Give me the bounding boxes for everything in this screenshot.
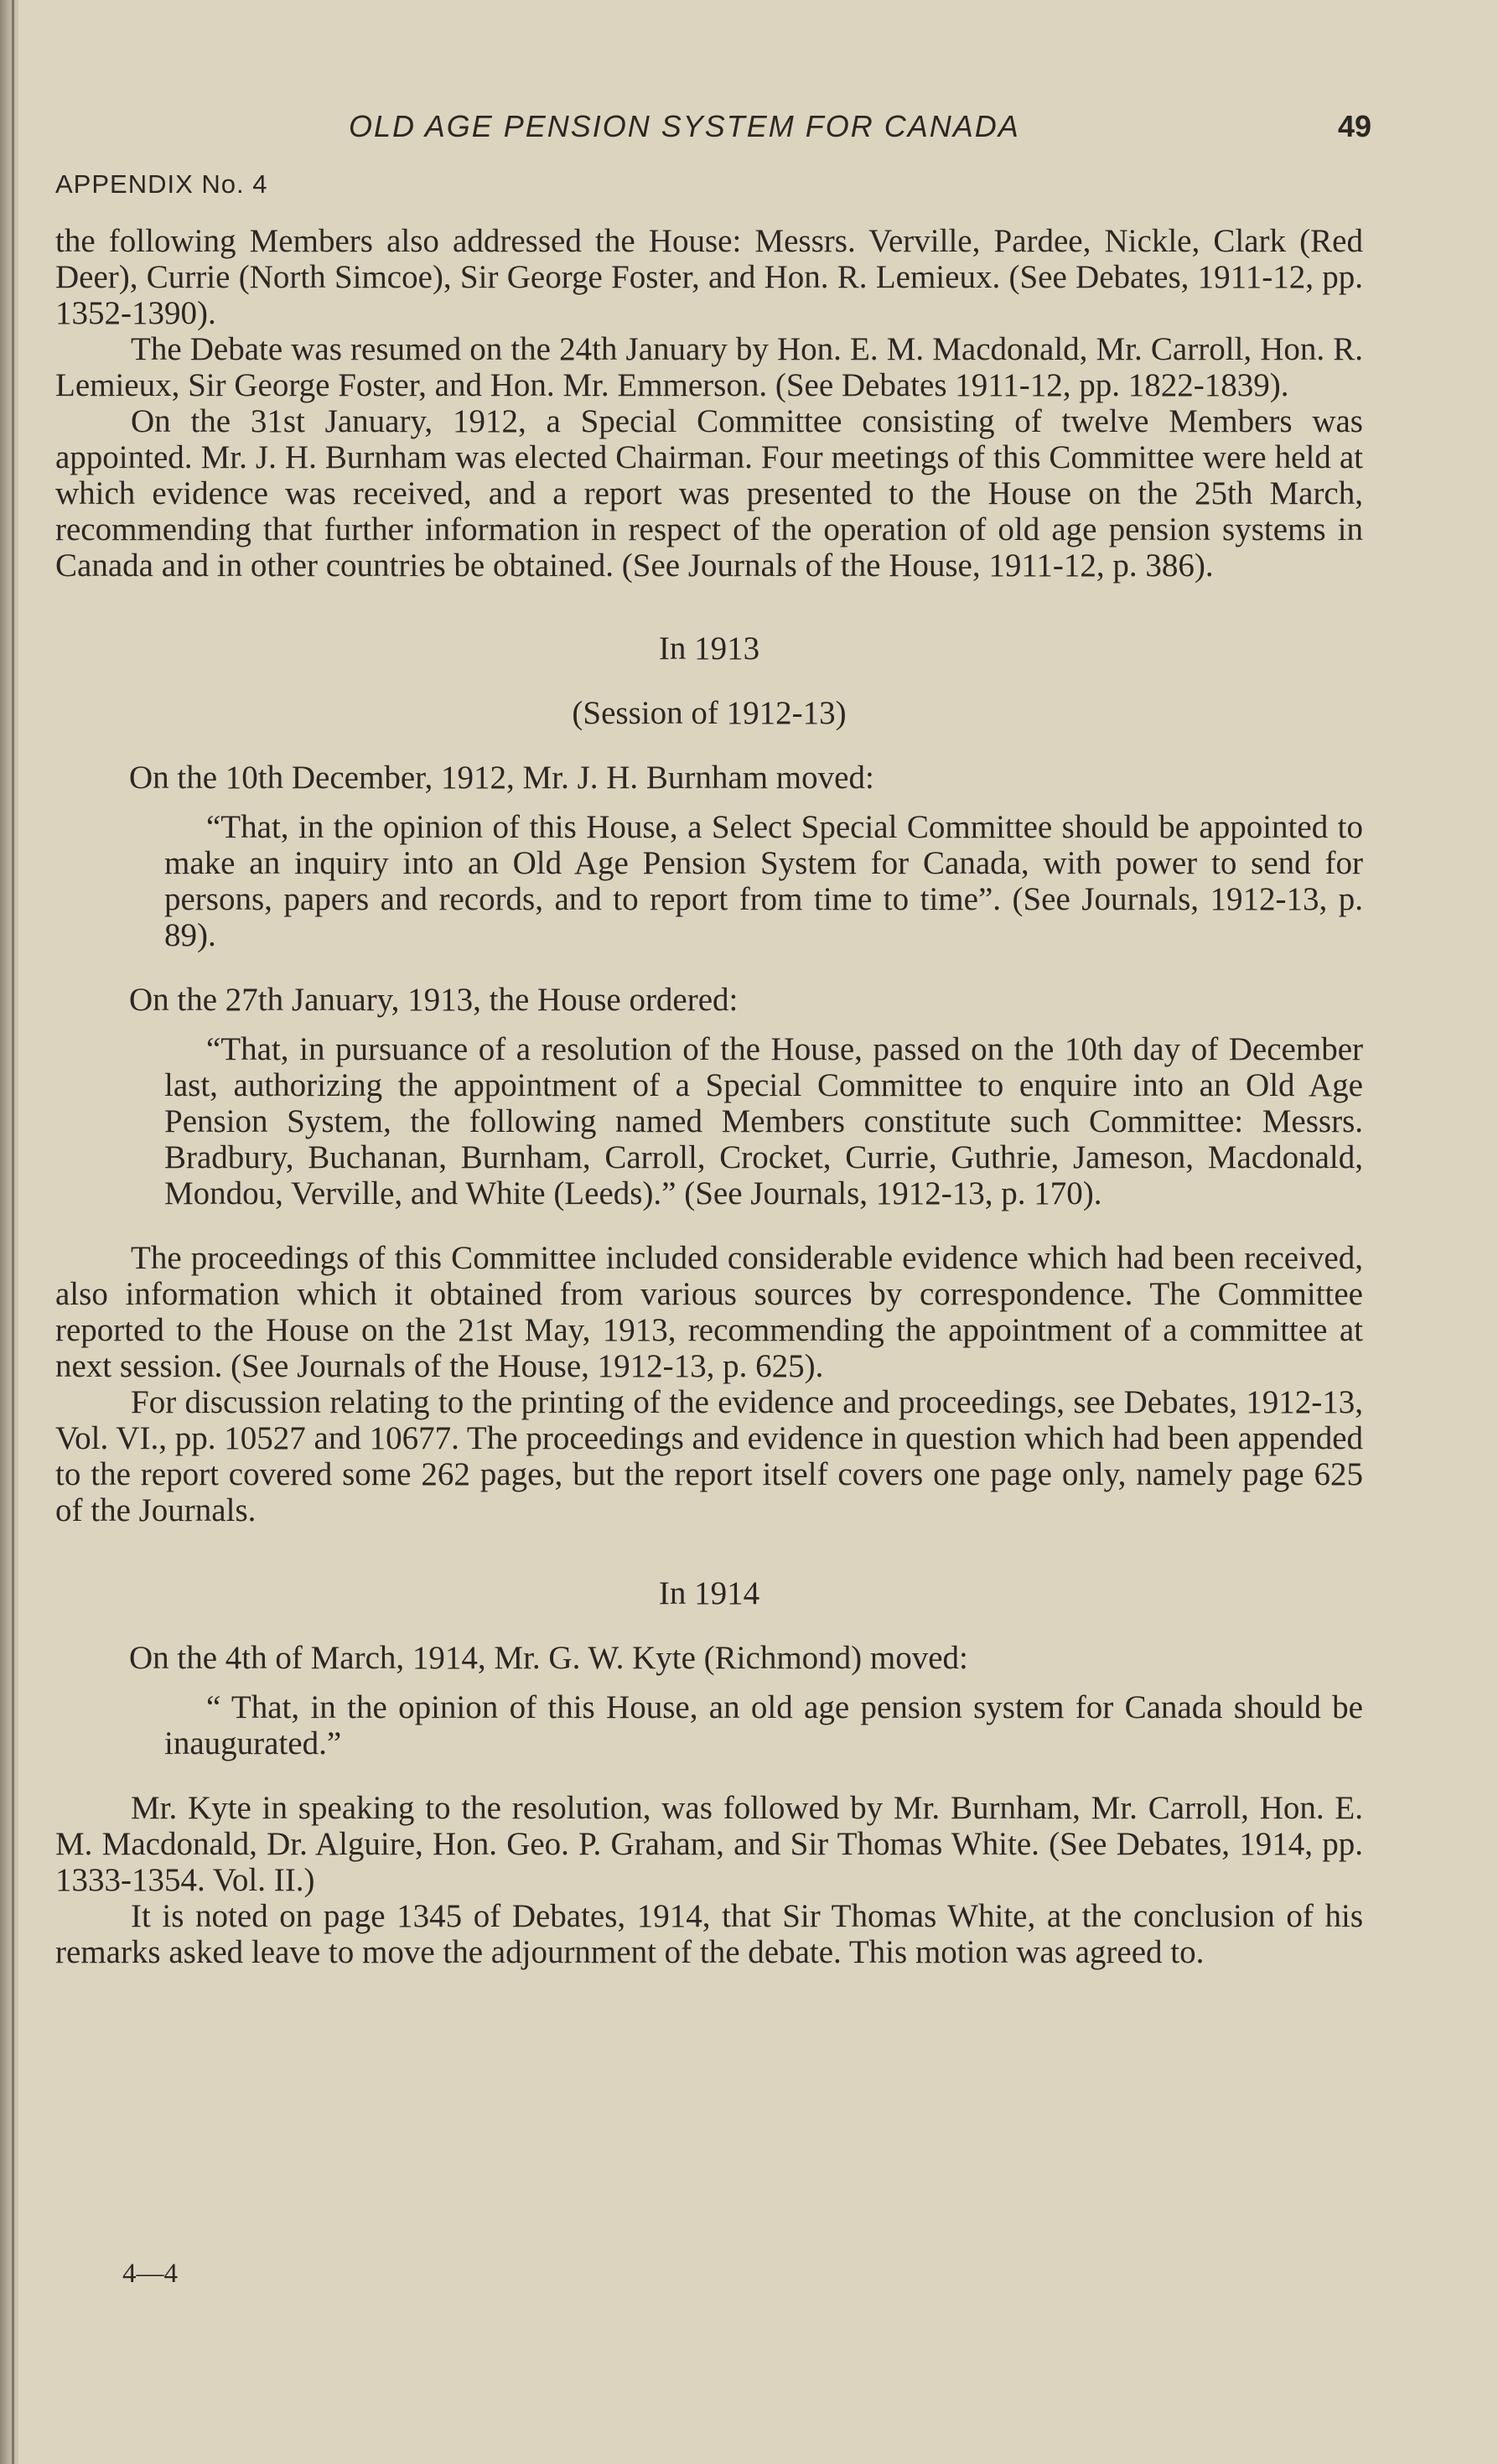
block-quote: “That, in pursuance of a resolution of the House, passed on the 10th day of December last, authorizing the appointment of a Special Committee to enquire into an Old Age Pension System, the following named Members constitute such Committee: Messrs. Bradbury, Buchanan, Burnham, Carroll, Crocket, Currie, Guthrie, Jameson, Macdonald, Mondou, Verville, and White (Leeds).” (See Journals, 1912-13, p. 170).: [164, 1031, 1363, 1211]
section-heading-1914: In 1914: [658, 1575, 760, 1611]
paragraph: On the 27th January, 1913, the House ordered:: [129, 982, 739, 1018]
paragraph: Mr. Kyte in speaking to the resolution, was followed by Mr. Burnham, Mr. Carroll, Hon. E. M. Macdonald, Dr. Alguire, Hon. Geo. P. Graham, and Sir Thomas White. (See Debates, 1914, pp. 1333-1354. Vol. II.): [55, 1790, 1363, 1898]
paragraph: the following Members also addressed the House: Messrs. Verville, Pardee, Nickle, Clark (Red Deer), Currie (North Simcoe), Sir George Foster, and Hon. R. Lemieux. (See Debates, 1911-12, pp. 1352-1390).: [55, 223, 1363, 331]
page-binding-line: [12, 0, 14, 2464]
running-title: OLD AGE PENSION SYSTEM FOR CANADA: [349, 109, 1020, 143]
paragraph: The proceedings of this Committee included considerable evidence which had been received, also information which it obtained from various sources by correspondence. The Committee reported to the House on the 21st May, 1913, recommending the appointment of a committee at next session. (See Journals of the House, 1912-13, p. 625).: [55, 1240, 1363, 1384]
paragraph: It is noted on page 1345 of Debates, 1914, that Sir Thomas White, at the conclusion of his remarks asked leave to move the adjournment of the debate. This motion was agreed to.: [55, 1898, 1363, 1970]
appendix-label: APPENDIX No. 4: [55, 169, 268, 199]
block-quote: “That, in the opinion of this House, a Select Special Committee should be appointed to make an inquiry into an Old Age Pension System for Canada, with power to send for persons, papers and records, and to report from time to time”. (See Journals, 1912-13, p. 89).: [164, 809, 1363, 953]
section-heading-1913: In 1913: [658, 630, 760, 667]
paragraph: On the 4th of March, 1914, Mr. G. W. Kyte (Richmond) moved:: [129, 1640, 968, 1676]
printer-signature: 4—4: [122, 2259, 178, 2289]
body-text: [55, 223, 1363, 1970]
page-number: 49: [1337, 109, 1371, 143]
paragraph: For discussion relating to the printing of the evidence and proceedings, see Debates, 1912-13, Vol. VI., pp. 10527 and 10677. The proceedings and evidence in question which had been appended to the report covered some 262 pages, but the report itself covers one page only, namely page 625 of the Journals.: [55, 1384, 1363, 1528]
paragraph: On the 31st January, 1912, a Special Committee consisting of twelve Members was appointed. Mr. J. H. Burnham was elected Chairman. Four meetings of this Committee were held at which evidence was received, and a report was presented to the House on the 25th March, recommending that further information in respect of the operation of old age pension systems in Canada and in other countries be obtained. (See Journals of the House, 1911-12, p. 386).: [55, 403, 1363, 584]
paragraph: The Debate was resumed on the 24th January by Hon. E. M. Macdonald, Mr. Carroll, Hon. R. Lemieux, Sir George Foster, and Hon. Mr. Emmerson. (See Debates 1911-12, pp. 1822-1839).: [55, 331, 1363, 403]
page-binding-edge: [0, 0, 18, 2464]
running-head: [55, 109, 1371, 159]
paragraph: On the 10th December, 1912, Mr. J. H. Burnham moved:: [129, 760, 874, 796]
block-quote: “ That, in the opinion of this House, an old age pension system for Canada should be inaugurated.”: [164, 1689, 1363, 1761]
session-subheading: (Session of 1912-13): [572, 695, 847, 731]
